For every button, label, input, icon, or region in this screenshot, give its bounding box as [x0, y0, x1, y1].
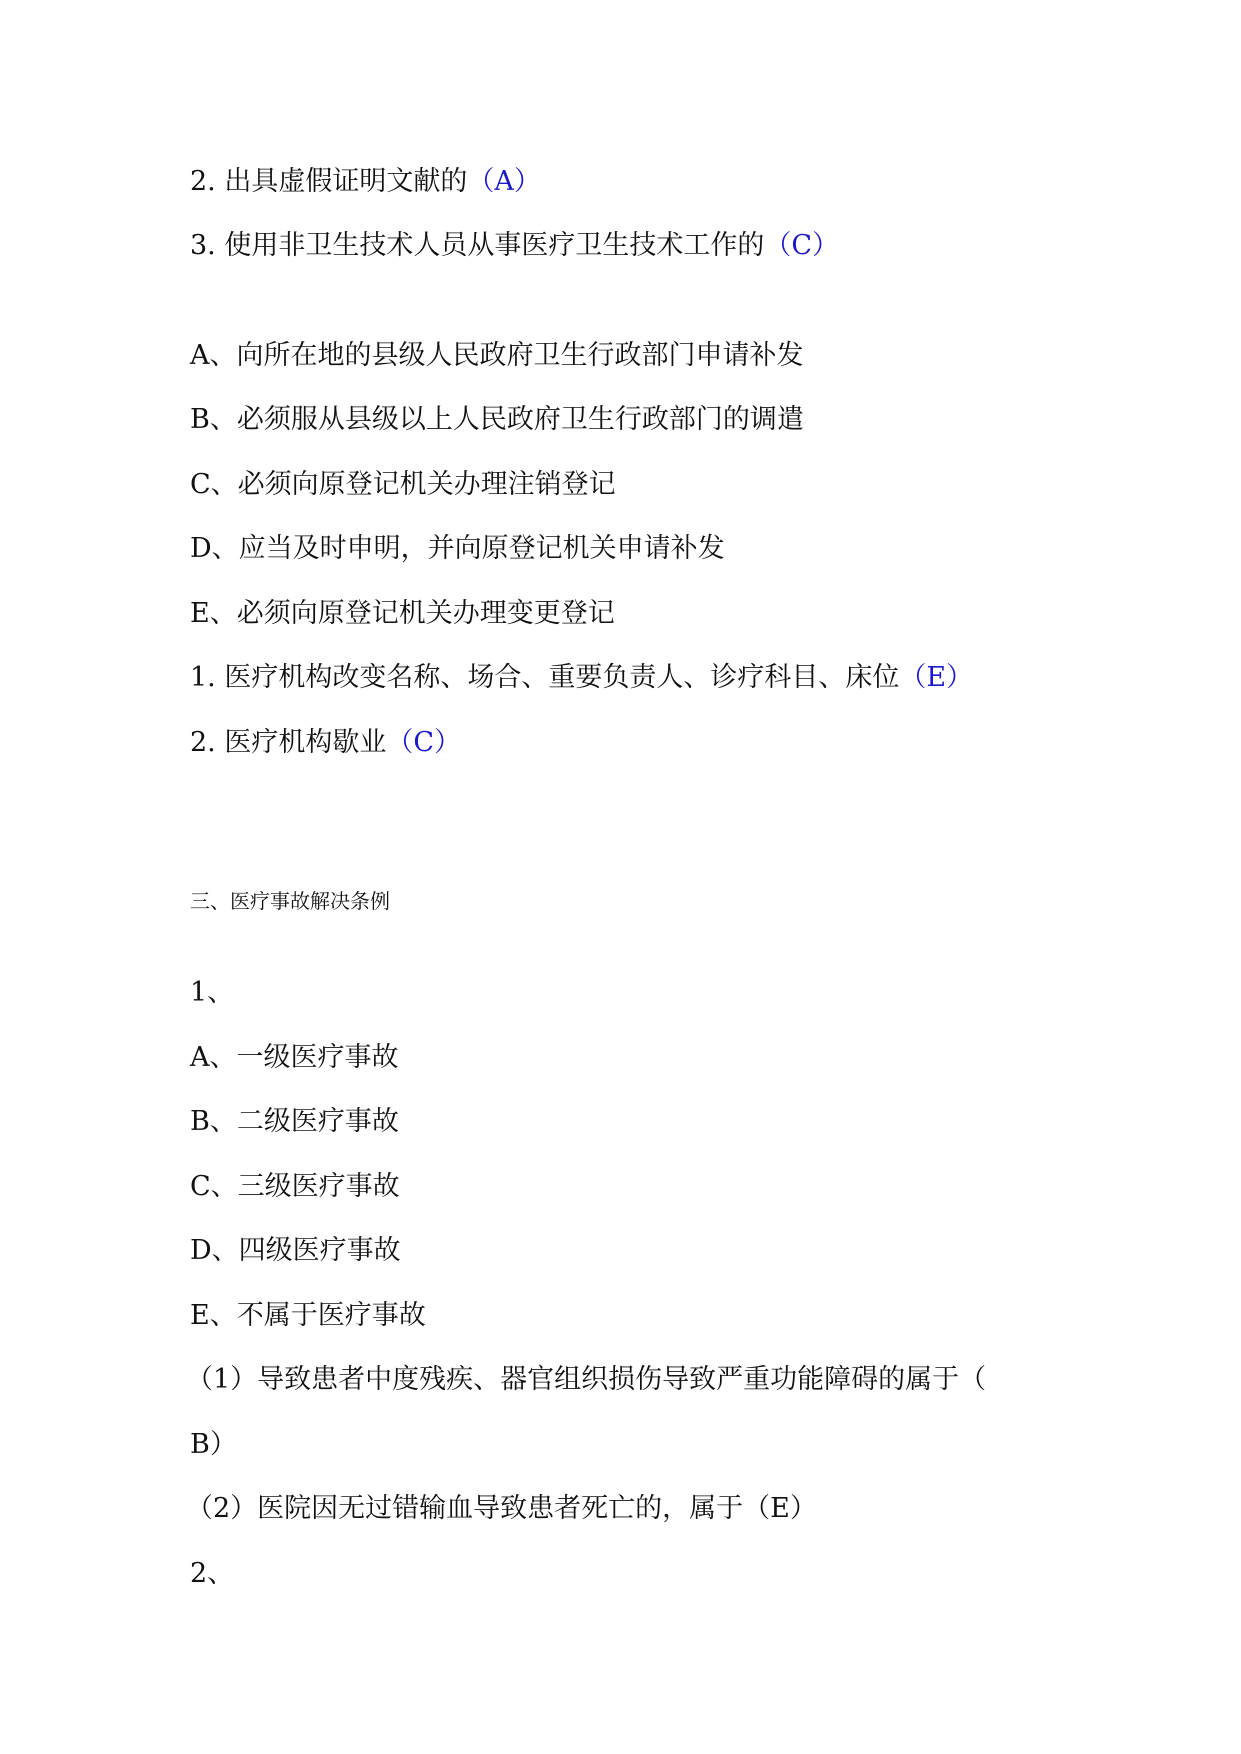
option-line: C、必须向原登记机关办理注销登记: [190, 469, 616, 500]
option-line: B、必须服从县级以上人民政府卫生行政部门的调遣: [190, 404, 804, 435]
question-line: [190, 660, 973, 696]
option-line: A、一级医疗事故: [190, 1042, 399, 1073]
answer-text: （A）: [467, 166, 541, 197]
question-line-continued: B）: [190, 1429, 237, 1460]
question-text: 2. 医疗机构歇业: [190, 727, 387, 758]
answer-text: （C）: [764, 230, 840, 261]
question-line: （1）导致患者中度残疾、器官组织损伤导致严重功能障碍的属于（: [186, 1364, 987, 1395]
option-line: E、不属于医疗事故: [190, 1300, 426, 1331]
question-number: 2、: [190, 1558, 235, 1589]
option-line: A、向所在地的县级人民政府卫生行政部门申请补发: [190, 340, 804, 371]
question-number: 1、: [190, 977, 235, 1008]
option-line: C、三级医疗事故: [190, 1171, 400, 1202]
option-line: B、二级医疗事故: [190, 1106, 399, 1137]
answer-text: （C）: [386, 727, 462, 758]
question-line: [190, 164, 541, 200]
option-line: D、四级医疗事故: [190, 1235, 401, 1266]
question-line: [190, 228, 839, 264]
question-line: [190, 725, 461, 761]
question-text: 1. 医疗机构改变名称、场合、重要负责人、诊疗科目、床位: [190, 662, 900, 693]
question-text: 2. 出具虚假证明文献的: [190, 166, 468, 197]
question-text: 3. 使用非卫生技术人员从事医疗卫生技术工作的: [190, 230, 765, 261]
question-line: （2）医院因无过错输血导致患者死亡的，属于（E）: [186, 1493, 817, 1524]
section-heading: 三、医疗事故解决条例: [190, 889, 390, 913]
answer-text: （E）: [899, 662, 974, 693]
option-line: E、必须向原登记机关办理变更登记: [190, 598, 615, 629]
option-line: D、应当及时申明，并向原登记机关申请补发: [190, 533, 725, 564]
